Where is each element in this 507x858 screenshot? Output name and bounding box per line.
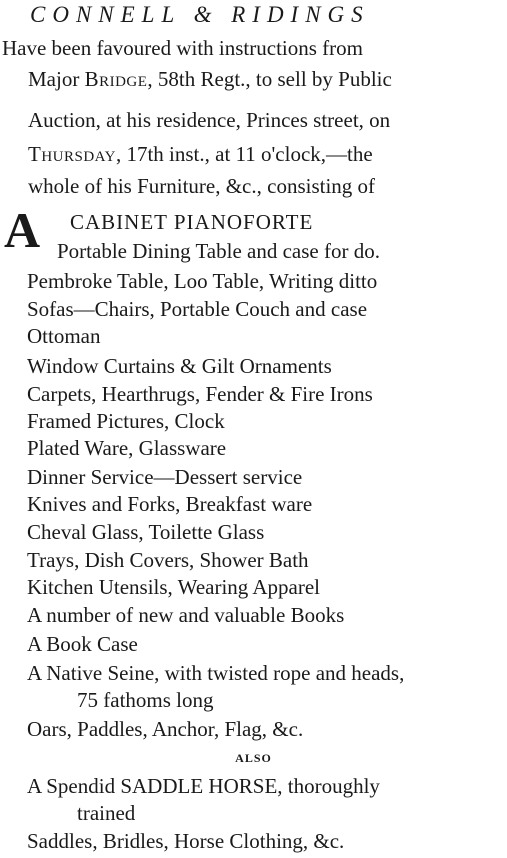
last-item: Saddles, Bridles, Horse Clothing, &c.: [27, 829, 345, 853]
list-item: Oars, Paddles, Anchor, Flag, &c.: [27, 717, 304, 741]
intro-line-1: Have been favoured with instructions from: [2, 36, 363, 60]
first-item: CABINET PIANOFORTE: [70, 210, 314, 234]
list-item: Sofas—Chairs, Portable Couch and case: [27, 297, 368, 321]
list-item: Dinner Service—Dessert service: [27, 465, 303, 489]
major-name: Bridge: [84, 67, 148, 91]
intro-line-2-pre: Major: [28, 67, 85, 91]
horse-line-2: trained: [77, 801, 136, 825]
list-item: A number of new and valuable Books: [27, 603, 345, 627]
list-item: Ottoman: [27, 324, 101, 348]
list-item: Portable Dining Table and case for do.: [57, 239, 380, 263]
also-label: ALSO: [235, 751, 272, 765]
list-item: Pembroke Table, Loo Table, Writing ditto: [27, 269, 378, 293]
list-item: A Book Case: [27, 632, 138, 656]
list-item: Trays, Dish Covers, Shower Bath: [27, 548, 309, 572]
list-item: Window Curtains & Gilt Ornaments: [27, 354, 332, 378]
intro-line-2-post: , 58th Regt., to sell by Public: [147, 67, 392, 91]
auctioneer-heading: CONNELL & RIDINGS: [30, 2, 370, 27]
list-item: Kitchen Utensils, Wearing Apparel: [27, 575, 321, 599]
list-item: A Native Seine, with twisted rope and heads,: [27, 661, 405, 685]
list-item: Cheval Glass, Toilette Glass: [27, 520, 265, 544]
list-item: Framed Pictures, Clock: [27, 409, 225, 433]
list-item: Carpets, Hearthrugs, Fender & Fire Irons: [27, 382, 373, 406]
weekday: Thursday: [28, 142, 116, 166]
list-item: Plated Ware, Glassware: [27, 436, 227, 460]
intro-line-4: [28, 141, 373, 167]
intro-line-3: Auction, at his residence, Princes street, on: [28, 108, 391, 132]
drop-cap: A: [4, 202, 41, 258]
intro-line-4-post: , 17th inst., at 11 o'clock,—the: [115, 142, 373, 166]
horse-line-1: A Spendid SADDLE HORSE, thoroughly: [27, 774, 380, 798]
intro-line-2: [28, 66, 392, 92]
intro-line-5: whole of his Furniture, &c., consisting of: [28, 174, 376, 198]
list-item: Knives and Forks, Breakfast ware: [27, 492, 313, 516]
list-item-continuation: 75 fathoms long: [77, 688, 214, 712]
